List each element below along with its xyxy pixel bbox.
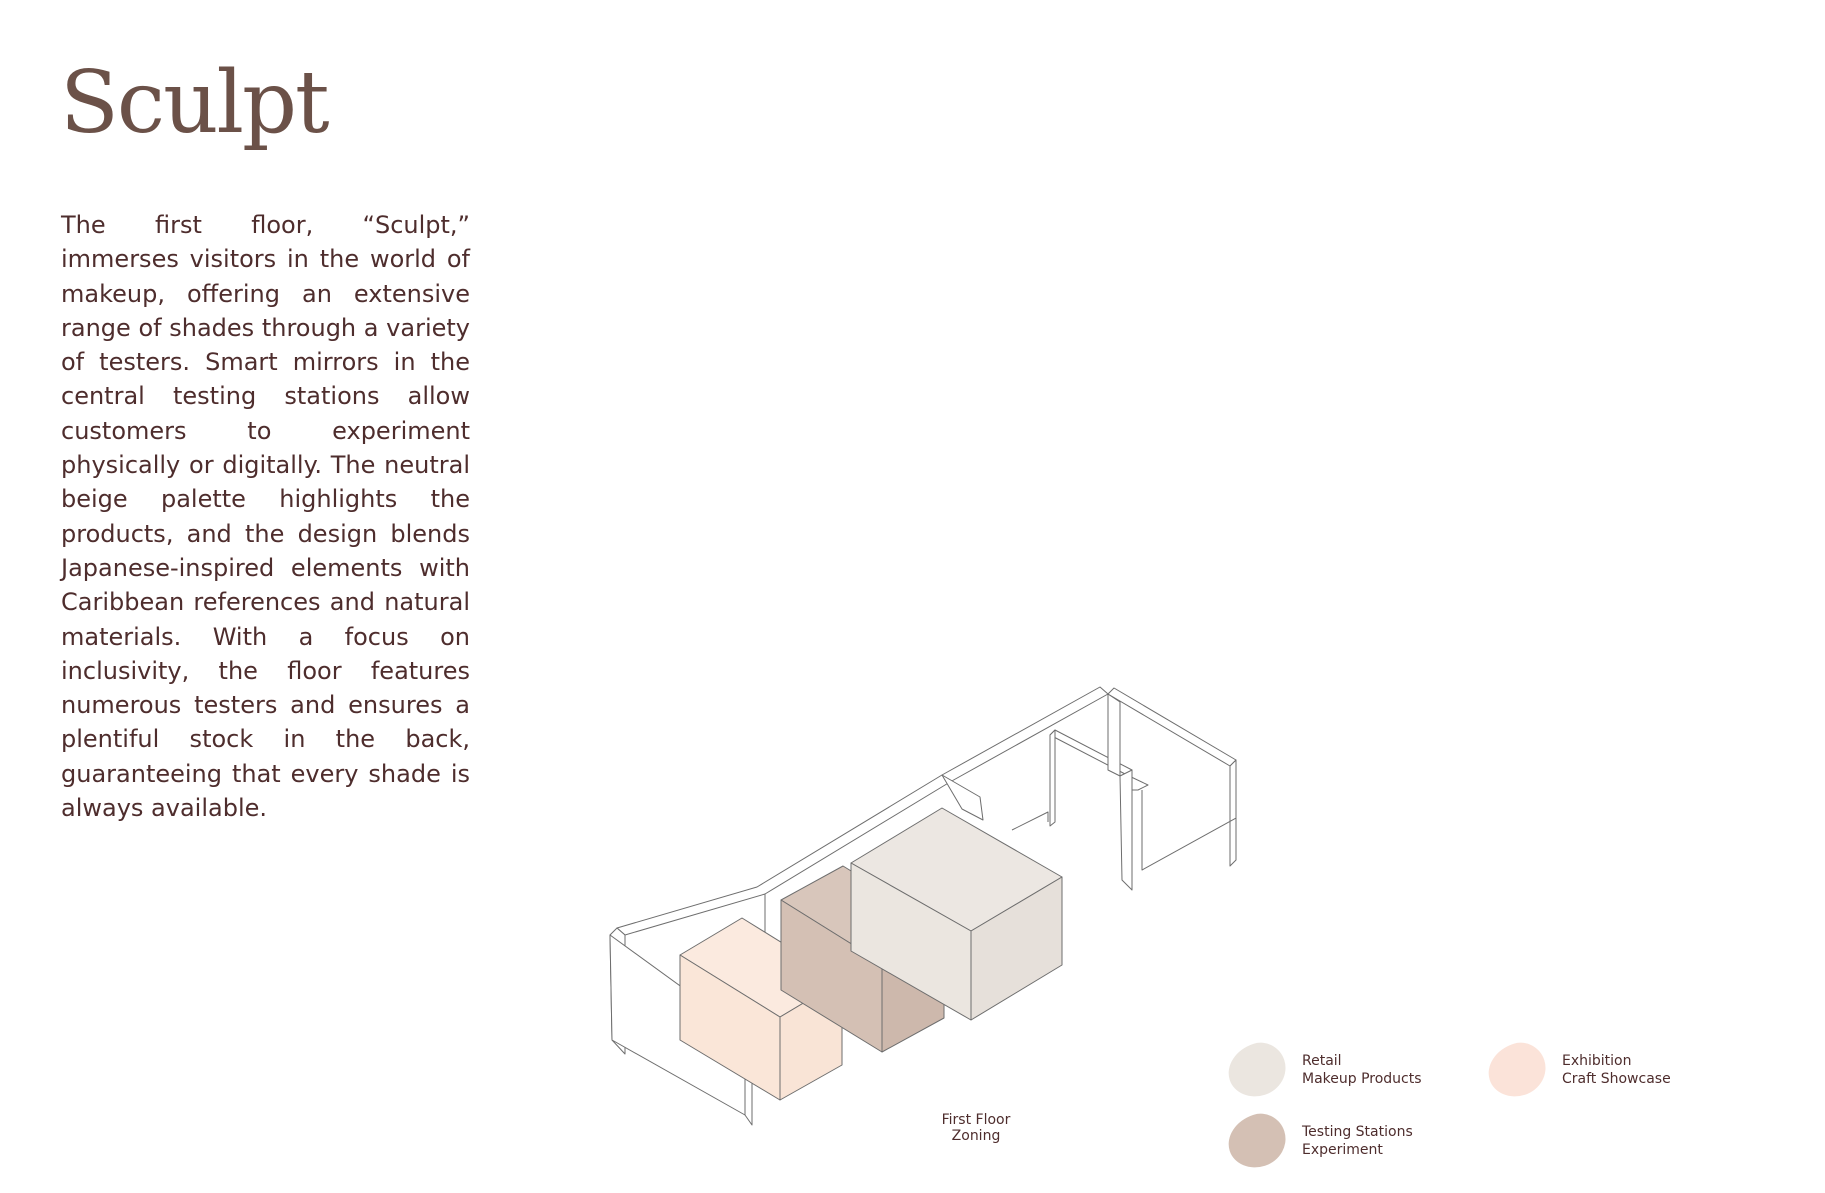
legend-item-retail: [1228, 1044, 1422, 1096]
legend-label-retail: [1302, 1052, 1422, 1088]
legend-testing-line2: Experiment: [1302, 1142, 1383, 1158]
legend-item-testing: [1228, 1115, 1413, 1167]
diagram-caption: First Floor Zoning: [941, 1112, 1011, 1144]
legend-retail-line1: Retail: [1302, 1053, 1342, 1069]
legend-exhibition-line1: Exhibition: [1562, 1053, 1632, 1069]
page-title: Sculpt: [60, 53, 328, 153]
legend-label-testing: [1302, 1123, 1413, 1159]
floor-description: The first floor, “Sculpt,” immerses visitors in the world of makeup, offering an extensive range of shades through a variety of testers. Smart mirrors in the central testing stations allow customers to experiment physically or digitally. The neutral beige palette highlights the products, and the design blends Japanese-inspired elements with Caribbean references and natural materials. With a focus on inclusivity, the floor features numerous testers and ensures a plentiful stock in the back, guaranteeing that every shade is always available.: [61, 211, 470, 823]
legend-testing-line1: Testing Stations: [1302, 1124, 1413, 1140]
retail-swatch: [1221, 1036, 1292, 1103]
legend-label-exhibition: [1562, 1052, 1671, 1088]
testing-swatch: [1221, 1107, 1292, 1174]
legend-retail-line2: Makeup Products: [1302, 1071, 1422, 1087]
exhibition-swatch: [1481, 1036, 1552, 1103]
legend-exhibition-line2: Craft Showcase: [1562, 1071, 1671, 1087]
legend-item-exhibition: [1488, 1044, 1671, 1096]
